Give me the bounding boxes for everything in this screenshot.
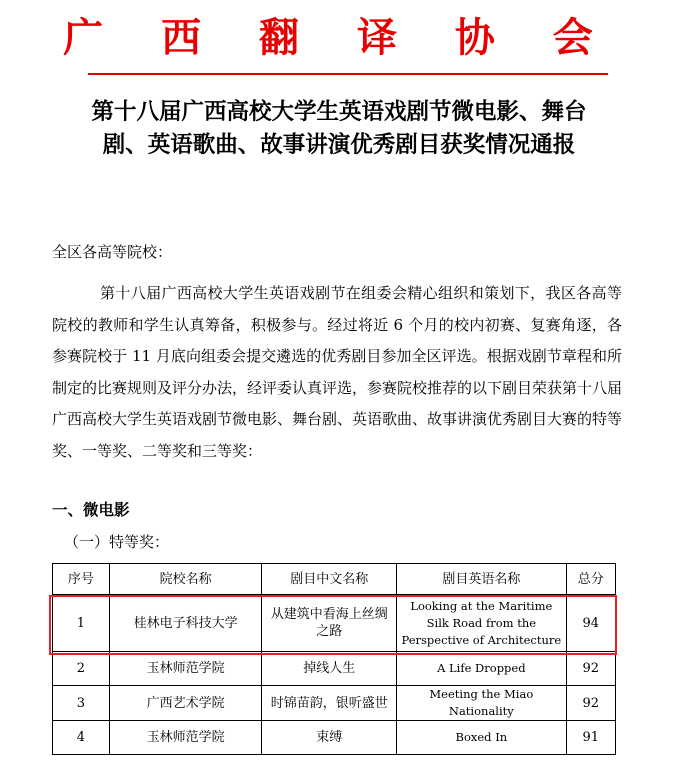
- body-paragraph: 第十八届广西高校大学生英语戏剧节在组委会精心组织和策划下，我区各高等院校的教师和学生认真筹备，积极参与。经过将近 6 个月的校内初赛、复赛角逐，各参赛院校于 11 月底向组委会提交遴选的优秀剧目参加全区评选。根据戏剧节章程和所制定的比赛规则及评分办法，经评委认真评选，参赛院校推荐的以下剧目荣获第十八届广西高校大学生英语戏剧节微电影、舞台剧、英语歌曲、故事讲演优秀剧目大赛的特等奖、一等奖、二等奖和三等奖：: [52, 284, 623, 460]
- cell-score: 92: [566, 652, 615, 686]
- cell-number: 1: [53, 595, 110, 652]
- cell-title-en: Looking at the Maritime Silk Road from the Perspective of Architecture: [397, 595, 566, 652]
- cell-score: 92: [566, 686, 615, 721]
- cell-number: 4: [53, 721, 110, 755]
- cell-number: 2: [53, 652, 110, 686]
- table-row: [53, 652, 616, 686]
- salutation: 全区各高等院校：: [52, 243, 173, 261]
- cell-score: 91: [566, 721, 615, 755]
- cell-school: 玉林师范学院: [109, 721, 262, 755]
- header-school: 院校名称: [109, 564, 262, 595]
- header-number: 序号: [53, 564, 110, 595]
- red-divider-line: [88, 73, 608, 75]
- section-heading: 一、微电影: [52, 501, 130, 519]
- sub-heading: （一）特等奖：: [64, 533, 170, 551]
- header-title-en: 剧目英语名称: [397, 564, 566, 595]
- document-title-line-2: 剧、英语歌曲、故事讲演优秀剧目获奖情况通报: [102, 132, 576, 158]
- cell-title-en: Boxed In: [397, 721, 566, 755]
- cell-title-en: Meeting the Miao Nationality: [397, 686, 566, 721]
- table-row: [53, 686, 616, 721]
- table-row: [53, 595, 616, 652]
- header-score: 总分: [566, 564, 615, 595]
- cell-school: 广西艺术学院: [109, 686, 262, 721]
- document-title-line-1: 第十八届广西高校大学生英语戏剧节微电影、舞台: [91, 99, 587, 125]
- cell-title-cn: 从建筑中看海上丝绸之路: [262, 595, 397, 652]
- document-title: [40, 96, 638, 162]
- cell-number: 3: [53, 686, 110, 721]
- header-title-cn: 剧目中文名称: [262, 564, 397, 595]
- table-row: [53, 721, 616, 755]
- cell-title-cn: 时锦苗韵，银听盛世: [262, 686, 397, 721]
- cell-school: 桂林电子科技大学: [109, 595, 262, 652]
- table-header-row: [53, 564, 616, 595]
- cell-title-cn: 掉线人生: [262, 652, 397, 686]
- cell-title-en: A Life Dropped: [397, 652, 566, 686]
- cell-school: 玉林师范学院: [109, 652, 262, 686]
- cell-title-cn: 束缚: [262, 721, 397, 755]
- org-title: 广 西 翻 译 协 会: [63, 15, 615, 61]
- cell-score: 94: [566, 595, 615, 652]
- awards-table: [52, 563, 616, 755]
